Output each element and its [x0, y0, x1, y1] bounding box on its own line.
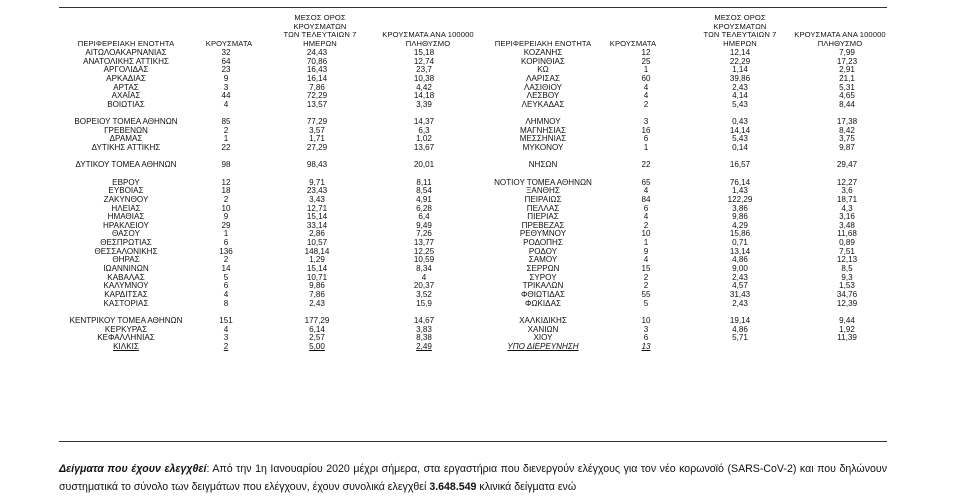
avg7-cell: 22,29 [729, 56, 751, 66]
avg7-cell: 12,71 [306, 203, 328, 213]
avg7-cell: 0,43 [732, 117, 748, 127]
region-cell: ΜΕΣΣΗΝΙΑΣ [519, 134, 567, 144]
per100k-cell: 5,31 [839, 82, 855, 92]
per100k-cell: 8,44 [839, 99, 855, 109]
avg7-cell: 122,29 [727, 194, 753, 204]
per100k-cell: 8,11 [416, 177, 432, 187]
cases-cell: 85 [221, 117, 231, 127]
header-avg7-left [268, 14, 372, 48]
cases-cell: 6 [643, 333, 649, 343]
avg7-cell: 9,86 [732, 212, 748, 222]
per100k-cell: 7,99 [839, 48, 855, 58]
region-cell: ΗΡΑΚΛΕΙΟΥ [103, 220, 149, 230]
region-cell: ΚΩ [537, 65, 549, 75]
avg7-cell: 2,43 [732, 82, 748, 92]
cases-cell: 3 [223, 82, 229, 92]
region-cell: ΣΕΡΡΩΝ [526, 264, 560, 274]
per100k-cell: 9,3 [841, 272, 853, 282]
cases-cell: 14 [221, 264, 231, 274]
region-cell: ΑΙΤΩΛΟΑΚΑΡΝΑΝΙΑΣ [85, 48, 167, 58]
region-cell: ΠΡΕΒΕΖΑΣ [521, 220, 565, 230]
avg7-cell: 31,43 [729, 289, 751, 299]
region-cell: ΣΥΡΟΥ [529, 272, 557, 282]
per100k-cell: 3,83 [416, 324, 432, 334]
region-cell: ΛΕΣΒΟΥ [526, 91, 560, 101]
per100k-cell: 4,42 [416, 82, 432, 92]
region-cell: ΘΕΣΣΑΛΟΝΙΚΗΣ [94, 246, 158, 256]
avg7-cell: 15,14 [306, 212, 328, 222]
avg7-cell: 10,57 [306, 238, 328, 248]
header-avg7-line3: ΗΜΕΡΩΝ [303, 38, 337, 48]
per100k-cell: 11,68 [837, 229, 857, 239]
avg7-cell: 148,14 [304, 246, 330, 256]
note-tail: κλινικά δείγματα ενώ [476, 480, 577, 493]
cases-cell: 4 [643, 255, 649, 265]
avg7-cell: 3,57 [309, 125, 325, 135]
avg7-cell: 5,71 [732, 333, 748, 343]
avg7-cell: 2,43 [309, 298, 325, 308]
cases-cell: 9 [643, 246, 649, 256]
region-cell: ΜΑΓΝΗΣΙΑΣ [520, 125, 566, 135]
per100k-cell: 3,6 [841, 186, 853, 196]
avg7-cell: 4,86 [732, 324, 748, 334]
region-cell: ΚΟΖΑΝΗΣ [523, 48, 563, 58]
cases-cell: 32 [221, 48, 231, 58]
avg7-cell: 10,71 [306, 272, 328, 282]
cases-cell: 10 [641, 315, 651, 325]
cases-cell: 64 [221, 56, 231, 66]
header-per100k-left [378, 31, 478, 48]
avg7-cell: 9,86 [309, 281, 325, 291]
region-cell: ΚΕΝΤΡΙΚΟΥ ΤΟΜΕΑ ΑΘΗΝΩΝ [69, 315, 183, 325]
per100k-cell: 14,67 [413, 315, 435, 325]
cases-cell: 3 [643, 324, 649, 334]
region-cell: ΑΧΑΪΑΣ [111, 91, 141, 101]
per100k-cell: 3,52 [416, 289, 432, 299]
table-bottom-rule [59, 441, 887, 442]
avg7-cell: 77,29 [306, 117, 328, 127]
cases-cell: 9 [223, 212, 229, 222]
region-cell: ΞΑΝΘΗΣ [526, 186, 560, 196]
table-row [482, 161, 902, 170]
per100k-cell: 3,16 [839, 212, 855, 222]
per100k-cell: 13,77 [413, 238, 435, 248]
per100k-cell: 12,13 [836, 255, 858, 265]
region-cell: ΠΙΕΡΙΑΣ [527, 212, 559, 222]
avg7-cell: 7,86 [309, 289, 325, 299]
header-per100k-line2: ΠΛΗΘΥΣΜΟ [817, 38, 863, 48]
cases-cell: 12 [641, 48, 651, 58]
avg7-cell: 16,57 [729, 160, 751, 170]
note-lead: Δείγματα που έχουν ελεγχθεί [59, 463, 207, 475]
cases-cell: 55 [641, 289, 651, 299]
cases-cell: 44 [221, 91, 231, 101]
cases-cell: 2 [643, 281, 649, 291]
avg7-cell: 0,14 [732, 143, 748, 153]
per100k-cell: 6,4 [418, 212, 430, 222]
region-cell: ΔΥΤΙΚΟΥ ΤΟΜΕΑ ΑΘΗΝΩΝ [75, 160, 177, 170]
avg7-cell: 9,71 [309, 177, 325, 187]
table-row [62, 144, 476, 153]
avg7-cell: 6,14 [309, 324, 325, 334]
region-cell: ΘΑΣΟΥ [112, 229, 140, 239]
per100k-cell: 3,48 [839, 220, 855, 230]
region-cell: ΑΝΑΤΟΛΙΚΗΣ ΑΤΤΙΚΗΣ [83, 56, 169, 66]
table-row [482, 101, 902, 110]
region-cell: ΒΟΙΩΤΙΑΣ [107, 99, 145, 109]
table-row [482, 144, 902, 153]
cases-cell: 8 [223, 298, 229, 308]
region-cell: ΕΒΡΟΥ [112, 177, 140, 187]
cases-cell: 65 [641, 177, 651, 187]
cases-cell: 18 [221, 186, 231, 196]
region-cell: ΛΕΥΚΑΔΑΣ [521, 99, 565, 109]
per100k-cell: 0,89 [839, 238, 855, 248]
per100k-cell: 1,92 [839, 324, 855, 334]
cases-cell: 22 [221, 143, 231, 153]
cases-cell: 6 [223, 281, 229, 291]
per100k-cell: 3,39 [416, 99, 432, 109]
table-row [62, 300, 476, 309]
region-cell: ΑΡΓΟΛΙΔΑΣ [103, 65, 149, 75]
avg7-cell: 3,43 [309, 194, 325, 204]
cases-cell: 16 [641, 125, 651, 135]
cases-cell: 1 [643, 65, 649, 75]
region-cell: ΕΥΒΟΙΑΣ [108, 186, 144, 196]
avg7-cell: 0,71 [732, 238, 748, 248]
region-cell: ΒΟΡΕΙΟΥ ΤΟΜΕΑ ΑΘΗΝΩΝ [74, 117, 178, 127]
avg7-cell: 70,86 [306, 56, 328, 66]
region-cell: ΖΑΚΥΝΘΟΥ [103, 194, 149, 204]
cases-cell: 136 [219, 246, 233, 256]
avg7-cell: 23,43 [306, 186, 328, 196]
avg7-cell: 4,57 [732, 281, 748, 291]
table-row [62, 101, 476, 110]
cases-cell: 6 [643, 134, 649, 144]
per100k-cell: 20,01 [413, 160, 435, 170]
table-row [482, 300, 902, 309]
header-per100k-line1: ΚΡΟΥΣΜΑΤΑ ΑΝΑ 100000 [382, 30, 474, 39]
avg7-cell: 98,43 [306, 160, 328, 170]
region-cell: ΧΙΟΥ [533, 333, 553, 343]
avg7-cell: 2,43 [732, 298, 748, 308]
avg7-cell: 14,14 [729, 125, 751, 135]
cases-cell: 2 [223, 194, 229, 204]
samples-note [59, 461, 887, 496]
region-cell: ΦΩΚΙΔΑΣ [525, 298, 561, 308]
avg7-cell [688, 343, 792, 352]
region-cell: ΛΗΜΝΟΥ [525, 117, 561, 127]
per100k-cell: 20,37 [413, 281, 435, 291]
region-cell: ΥΠΟ ΔΙΕΡΕΥΝΗΣΗ [507, 341, 579, 351]
right-region-table [482, 49, 902, 351]
per100k-cell: 9,44 [839, 315, 855, 325]
per100k-cell: 11,39 [837, 333, 857, 343]
cases-cell: 1 [643, 238, 649, 248]
region-cell: ΡΕΘΥΜΝΟΥ [519, 229, 567, 239]
region-cell: ΙΩΑΝΝΙΝΩΝ [103, 264, 149, 274]
cases-cell: 2 [223, 125, 229, 135]
cases-cell: 4 [223, 289, 229, 299]
avg7-cell: 16,14 [306, 73, 328, 83]
header-avg7-line1: ΜΕΣΟΣ ΟΡΟΣ ΚΡΟΥΣΜΑΤΩΝ [293, 13, 347, 31]
cases-cell: 10 [221, 203, 231, 213]
per100k-cell: 18,71 [836, 194, 858, 204]
per100k-cell: 8,5 [841, 264, 853, 274]
region-cell: ΠΕΛΛΑΣ [526, 203, 560, 213]
header-avg7-line2: ΤΩΝ ΤΕΛΕΥΤΑΙΩΝ 7 [703, 30, 777, 40]
cases-cell: 98 [221, 160, 231, 170]
per100k-cell: 14,18 [413, 91, 435, 101]
per100k-cell: 13,67 [413, 143, 435, 153]
per100k-cell: 21,1 [839, 73, 855, 83]
header-per100k-right [788, 31, 892, 48]
avg7-cell: 177,29 [304, 315, 330, 325]
table-row [62, 343, 476, 352]
avg7-cell: 9,00 [732, 264, 748, 274]
region-cell: ΔΥΤΙΚΗΣ ΑΤΤΙΚΗΣ [91, 143, 161, 153]
avg7-cell: 33,14 [306, 220, 328, 230]
cases-cell: 84 [641, 194, 651, 204]
header-per100k-line2: ΠΛΗΘΥΣΜΟ [405, 38, 451, 48]
table-row [62, 161, 476, 170]
region-cell: ΝΗΣΩΝ [528, 160, 558, 170]
per100k-cell [792, 343, 902, 352]
avg7-cell: 4,29 [732, 220, 748, 230]
region-cell: ΡΟΔΟΥ [528, 246, 558, 256]
per100k-cell: 29,47 [836, 160, 858, 170]
header-avg7-line3: ΗΜΕΡΩΝ [723, 38, 757, 48]
cases-cell: 2 [643, 272, 649, 282]
cases-cell: 5 [223, 272, 229, 282]
per100k-cell: 17,38 [836, 117, 858, 127]
avg7-cell: 13,57 [306, 99, 328, 109]
cases-cell: 6 [223, 238, 229, 248]
region-cell: ΚΑΣΤΟΡΙΑΣ [103, 298, 149, 308]
cases-cell: 15 [641, 264, 651, 274]
per100k-cell: 14,37 [413, 117, 435, 127]
cases-cell: 4 [223, 324, 229, 334]
cases-cell: 23 [221, 65, 231, 75]
region-cell: ΑΡΤΑΣ [113, 82, 139, 92]
note-text: : Από την 1η Ιανουαρίου 2020 μέχρι σήμερα, στα εργαστήρια που διενεργούν ελέγχους για τον νέο κορωνοϊό (SARS-CoV-2) και που δηλώνουν συστηματικά το σύνολο των δειγμάτων που ελέγχουν, έχουν συνολικά ελεγχθεί [59, 463, 887, 493]
per100k-cell: 34,76 [836, 289, 858, 299]
cases-cell: 60 [641, 73, 651, 83]
cases-cell: 1 [223, 134, 229, 144]
header-region-left: ΠΕΡΙΦΕΡΕΙΑΚΗ ΕΝΟΤΗΤΑ [77, 39, 175, 48]
cases-cell: 2 [643, 99, 649, 109]
per100k-cell: 7,51 [839, 246, 855, 256]
per100k-cell: 12,74 [413, 56, 435, 66]
cases-cell: 1 [643, 143, 649, 153]
per100k-cell: 6,3 [418, 125, 430, 135]
avg7-cell: 4,14 [732, 91, 748, 101]
per100k-cell: 12,39 [836, 298, 858, 308]
left-region-table [62, 49, 476, 351]
region-cell: ΣΑΜΟΥ [528, 255, 558, 265]
header-region-right: ΠΕΡΙΦΕΡΕΙΑΚΗ ΕΝΟΤΗΤΑ [494, 39, 592, 48]
region-cell: ΗΛΕΙΑΣ [111, 203, 141, 213]
cases-cell: 25 [641, 56, 651, 66]
region-cell: ΛΑΡΙΣΑΣ [526, 73, 560, 83]
cases-cell: 2 [223, 255, 229, 265]
region-cell: ΦΘΙΩΤΙΔΑΣ [520, 289, 566, 299]
cases-cell: 29 [221, 220, 231, 230]
cases-cell: 6 [643, 203, 649, 213]
per100k-cell: 15,18 [413, 48, 435, 58]
avg7-cell: 27,29 [306, 143, 328, 153]
region-cell: ΘΕΣΠΡΩΤΙΑΣ [100, 238, 152, 248]
per100k-cell: 8,42 [839, 125, 855, 135]
avg7-cell: 4,86 [732, 255, 748, 265]
avg7-cell: 1,71 [309, 134, 325, 144]
cases-cell: 10 [641, 229, 651, 239]
avg7-cell: 2,86 [309, 229, 325, 239]
per100k-cell: 4,91 [416, 194, 432, 204]
region-cell: ΜΥΚΟΝΟΥ [522, 143, 564, 153]
region-cell: ΧΑΝΙΩΝ [527, 324, 559, 334]
per100k-cell: 23,7 [416, 65, 432, 75]
cases-cell: 4 [223, 99, 229, 109]
avg7-cell: 1,29 [309, 255, 325, 265]
cases-cell: 4 [643, 212, 649, 222]
per100k-cell: 9,49 [416, 220, 432, 230]
table-top-rule [59, 7, 887, 8]
header-avg7-line1: ΜΕΣΟΣ ΟΡΟΣ ΚΡΟΥΣΜΑΤΩΝ [713, 13, 767, 31]
avg7-cell: 19,14 [729, 315, 751, 325]
per100k-cell: 10,38 [413, 73, 435, 83]
region-cell: ΑΡΚΑΔΙΑΣ [106, 73, 146, 83]
per100k-cell: 1,02 [416, 134, 432, 144]
per100k-cell: 1,53 [839, 281, 855, 291]
avg7-cell: 39,86 [729, 73, 751, 83]
per100k-cell: 17,23 [836, 56, 858, 66]
per100k-cell: 9,87 [839, 143, 855, 153]
avg7-cell: 76,14 [729, 177, 751, 187]
cases-cell: 9 [223, 73, 229, 83]
avg7-cell: 16,43 [306, 65, 328, 75]
avg7-cell: 5,00 [309, 341, 325, 351]
region-cell: ΡΟΔΟΠΗΣ [523, 238, 563, 248]
region-cell: ΧΑΛΚΙΔΙΚΗΣ [519, 315, 567, 325]
per100k-cell: 4,3 [841, 203, 853, 213]
cases-cell: 151 [219, 315, 233, 325]
region-cell: ΔΡΑΜΑΣ [109, 134, 143, 144]
cases-cell: 3 [223, 333, 229, 343]
header-cases-right: ΚΡΟΥΣΜΑΤΑ [609, 39, 657, 48]
avg7-cell: 15,86 [729, 229, 751, 239]
cases-cell: 3 [643, 117, 649, 127]
per100k-cell: 4,65 [839, 91, 855, 101]
cases-cell: 13 [641, 341, 651, 351]
cases-cell: 2 [223, 341, 229, 351]
region-cell: ΤΡΙΚΑΛΩΝ [522, 281, 564, 291]
per100k-cell: 3,75 [839, 134, 855, 144]
region-cell: ΚΕΡΚΥΡΑΣ [104, 324, 148, 334]
region-cell: ΓΡΕΒΕΝΩΝ [104, 125, 148, 135]
cases-cell: 4 [643, 82, 649, 92]
avg7-cell: 72,29 [306, 91, 328, 101]
region-cell: ΚΙΛΚΙΣ [113, 341, 139, 351]
header-per100k-line1: ΚΡΟΥΣΜΑΤΑ ΑΝΑ 100000 [794, 30, 886, 39]
per100k-cell: 12,25 [413, 246, 435, 256]
header-avg7-line2: ΤΩΝ ΤΕΛΕΥΤΑΙΩΝ 7 [283, 30, 357, 40]
per100k-cell: 6,28 [416, 203, 432, 213]
avg7-cell: 1,43 [732, 186, 748, 196]
per100k-cell: 8,54 [416, 186, 432, 196]
header-avg7-right [688, 14, 792, 48]
per100k-cell: 10,59 [413, 255, 435, 265]
avg7-cell: 1,14 [732, 65, 748, 75]
avg7-cell: 12,14 [729, 48, 751, 58]
cases-cell: 4 [643, 186, 649, 196]
avg7-cell: 13,14 [729, 246, 751, 256]
region-cell: ΛΑΣΙΘΙΟΥ [523, 82, 563, 92]
cases-cell: 1 [223, 229, 229, 239]
note-total: 3.648.549 [429, 480, 477, 493]
avg7-cell: 2,43 [732, 272, 748, 282]
cases-cell: 22 [641, 160, 651, 170]
avg7-cell: 24,43 [306, 48, 328, 58]
avg7-cell: 5,43 [732, 99, 748, 109]
region-cell: ΚΑΒΑΛΑΣ [107, 272, 145, 282]
cases-cell: 5 [643, 298, 649, 308]
region-cell: ΝΟΤΙΟΥ ΤΟΜΕΑ ΑΘΗΝΩΝ [494, 177, 592, 187]
avg7-cell: 7,86 [309, 82, 325, 92]
region-cell: ΚΑΡΔΙΤΣΑΣ [104, 289, 148, 299]
header-cases-left: ΚΡΟΥΣΜΑΤΑ [205, 39, 253, 48]
avg7-cell: 3,86 [732, 203, 748, 213]
avg7-cell: 15,14 [306, 264, 328, 274]
per100k-cell: 8,34 [416, 264, 432, 274]
region-cell: ΗΜΑΘΙΑΣ [107, 212, 145, 222]
region-cell: ΘΗΡΑΣ [112, 255, 140, 265]
cases-cell: 2 [643, 220, 649, 230]
per100k-cell: 8,38 [416, 333, 432, 343]
region-cell: ΠΕΙΡΑΙΩΣ [524, 194, 562, 204]
region-cell: ΚΑΛΥΜΝΟΥ [103, 281, 149, 291]
region-cell: ΚΟΡΙΝΘΙΑΣ [521, 56, 565, 66]
per100k-cell: 12,27 [836, 177, 858, 187]
table-row [482, 343, 902, 352]
per100k-cell: 2,91 [839, 65, 855, 75]
region-cell: ΚΕΦΑΛΛΗΝΙΑΣ [97, 333, 155, 343]
avg7-cell: 5,43 [732, 134, 748, 144]
per100k-cell: 7,26 [416, 229, 432, 239]
cases-cell: 12 [221, 177, 231, 187]
avg7-cell: 2,57 [309, 333, 325, 343]
cases-cell: 4 [643, 91, 649, 101]
per100k-cell: 4 [421, 272, 427, 282]
per100k-cell: 2,49 [416, 341, 432, 351]
per100k-cell: 15,9 [416, 298, 432, 308]
